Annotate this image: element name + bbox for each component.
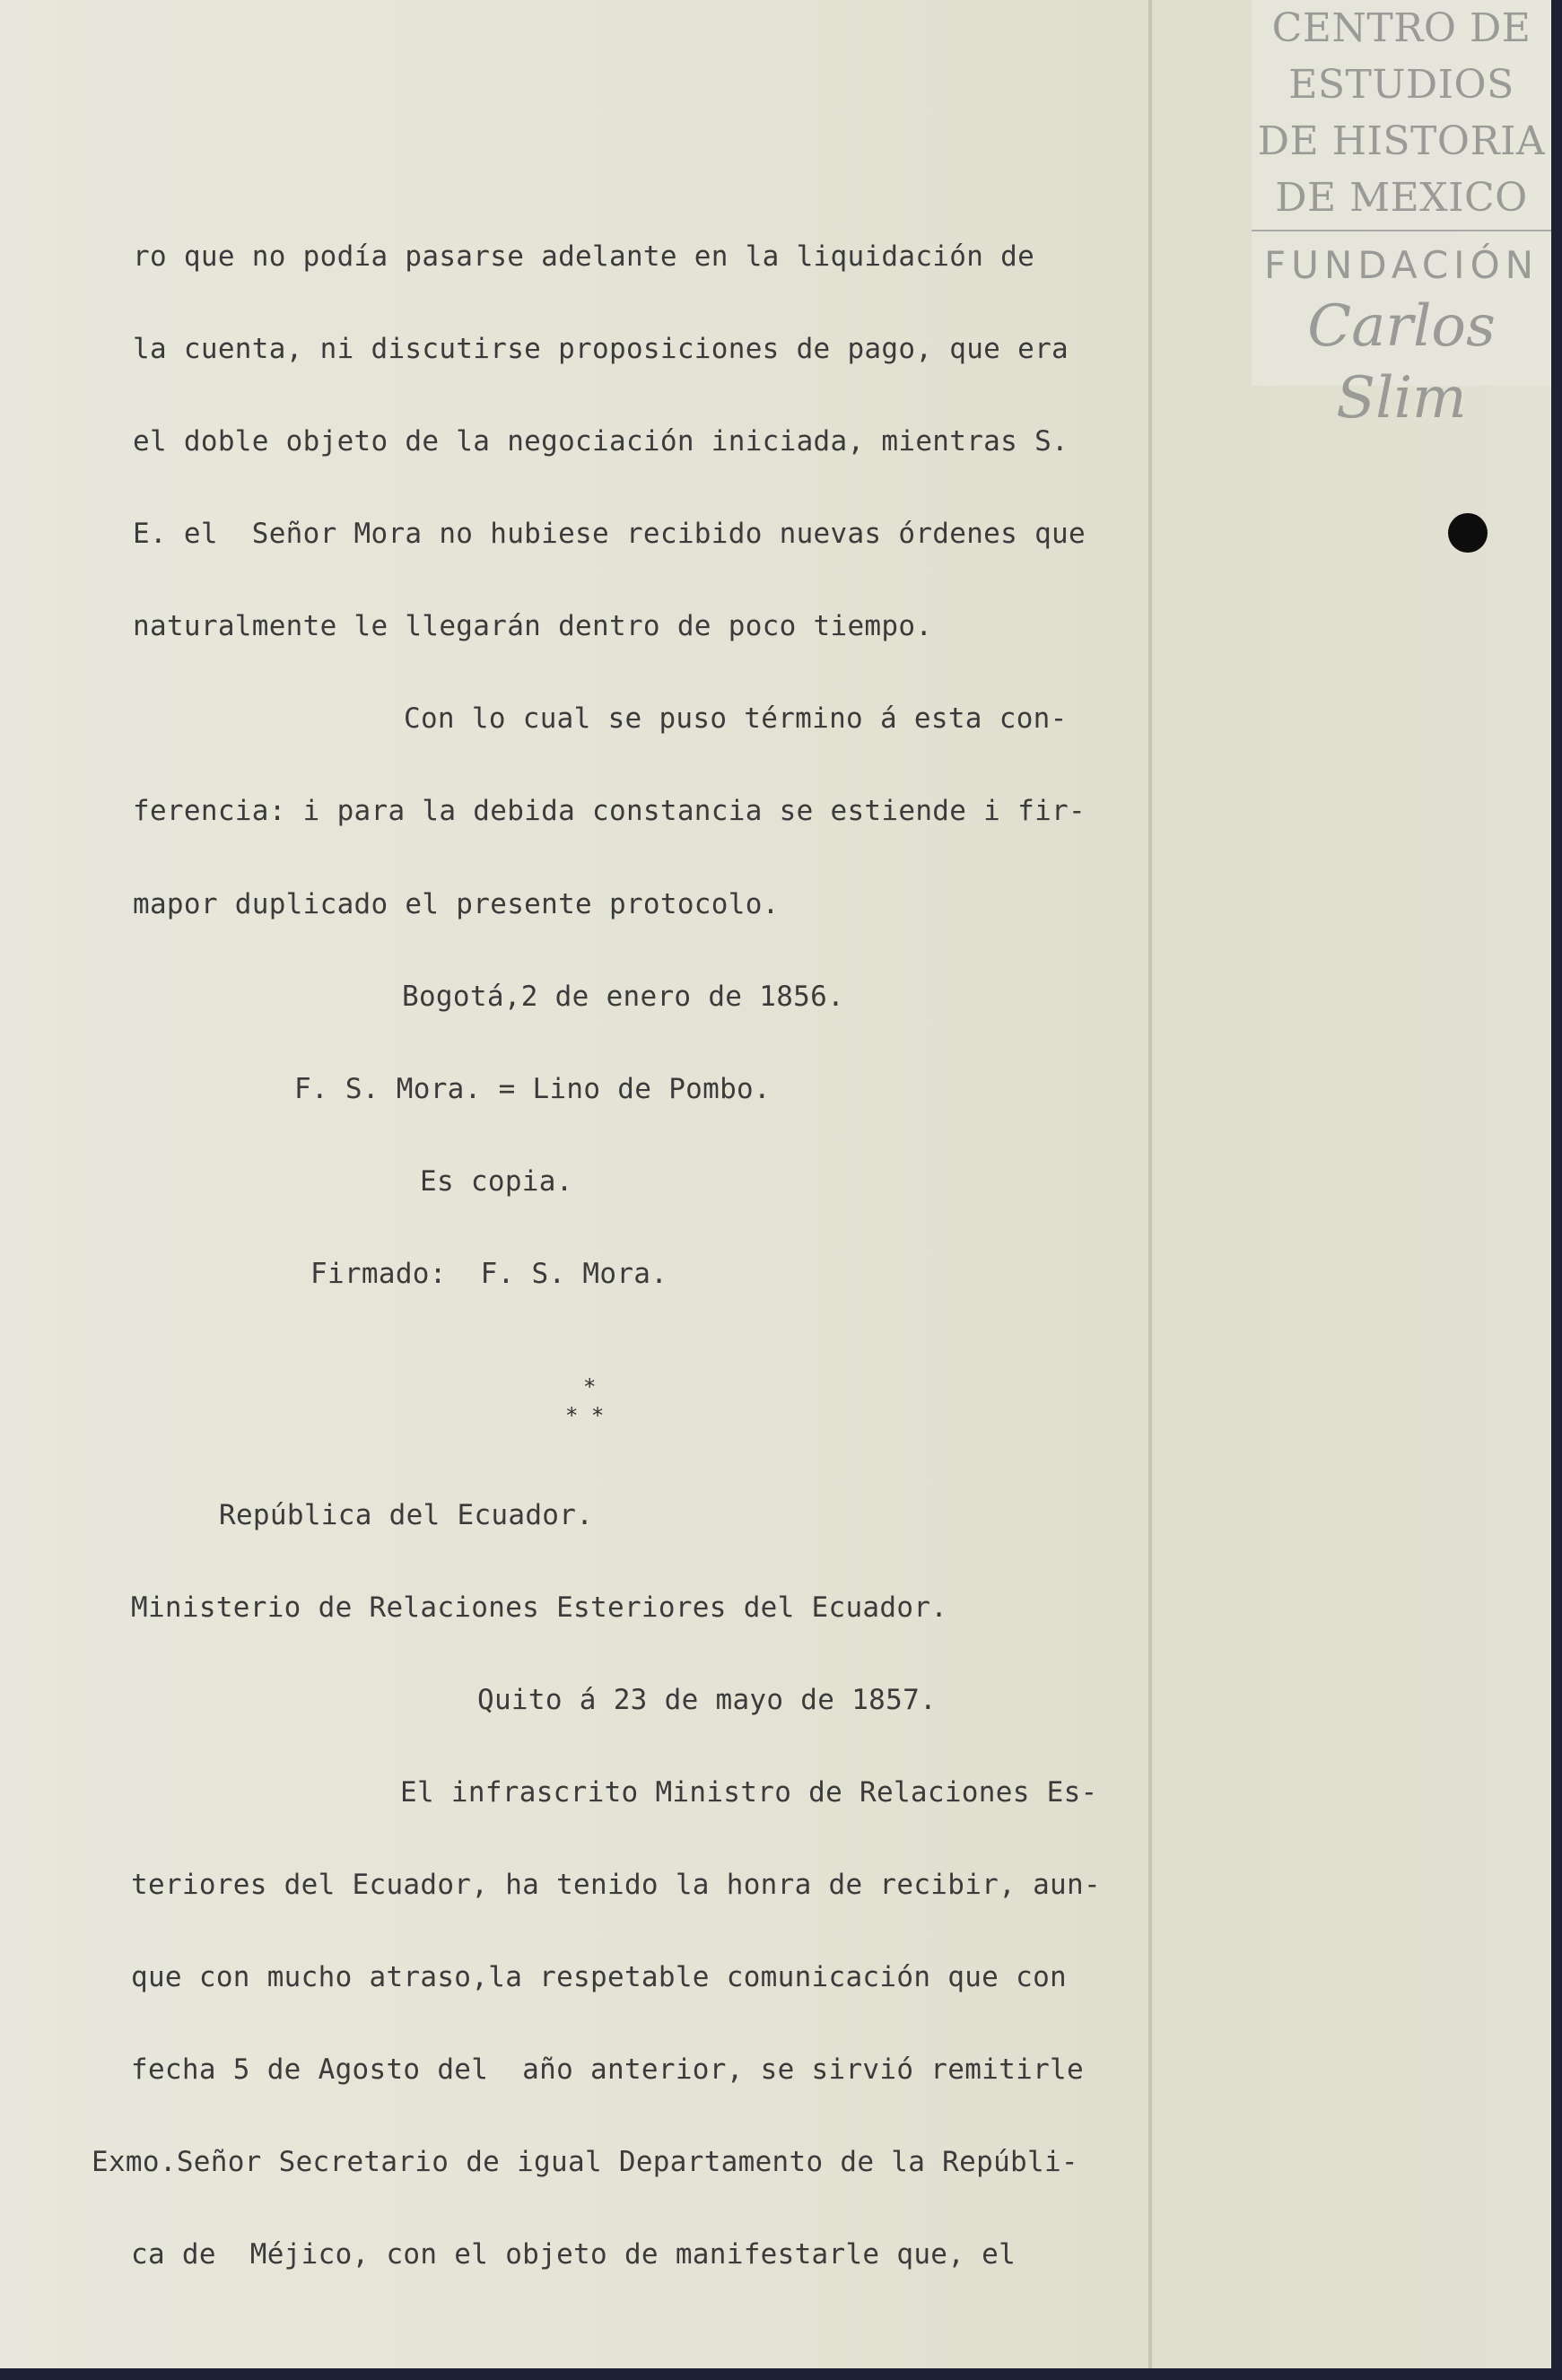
stamp-line-3: DE HISTORIA xyxy=(1257,118,1546,164)
signatures-line: F. S. Mora. = Lino de Pombo. xyxy=(294,1073,771,1105)
archive-stamp xyxy=(1252,0,1551,432)
text-line: teriores del Ecuador, ha tenido la honra de recibir, aun- xyxy=(131,1869,1101,1901)
signed-line: Firmado: F. S. Mora. xyxy=(310,1258,668,1290)
text-line: el doble objeto de la negociación iniciada, mientras S. xyxy=(133,425,1069,458)
text-line: mapor duplicado el presente protocolo. xyxy=(133,888,780,920)
separator-star-top: * xyxy=(583,1374,597,1399)
stamp-signature: Carlos Slim xyxy=(1307,293,1496,432)
heading-republic: República del Ecuador. xyxy=(219,1499,594,1531)
copy-note: Es copia. xyxy=(420,1165,573,1198)
stamp-line-1: CENTRO DE xyxy=(1271,5,1531,51)
place-date-line: Bogotá,2 de enero de 1856. xyxy=(402,981,845,1013)
stamp-line-4: DE MEXICO xyxy=(1275,175,1528,221)
stamp-divider xyxy=(1252,230,1551,231)
text-line: E. el Señor Mora no hubiese recibido nuevas órdenes que xyxy=(133,518,1086,550)
heading-ministry: Ministerio de Relaciones Esteriores del Ecuador. xyxy=(131,1591,948,1624)
text-line: El infrascrito Ministro de Relaciones Es- xyxy=(400,1776,1098,1809)
stamp-line-5: FUNDACIÓN xyxy=(1263,243,1540,287)
text-line: Exmo.Señor Secretario de igual Departamento de la Repúbli- xyxy=(92,2146,1078,2178)
page-fold xyxy=(1148,0,1152,2368)
punch-hole xyxy=(1448,513,1488,553)
place-date-line: Quito á 23 de mayo de 1857. xyxy=(477,1684,938,1716)
text-line: Con lo cual se puso término á esta con- xyxy=(404,702,1068,735)
text-line: ferencia: i para la debida constancia se estiende i fir- xyxy=(133,795,1086,827)
text-line: ca de Méjico, con el objeto de manifestarle que, el xyxy=(131,2238,1017,2271)
text-line: que con mucho atraso,la respetable comunicación que con xyxy=(131,1961,1067,1993)
text-line: fecha 5 de Agosto del año anterior, se sirvió remitirle xyxy=(131,2053,1084,2086)
text-line: la cuenta, ni discutirse proposiciones de pago, que era xyxy=(133,333,1069,365)
text-line: ro que no podía pasarse adelante en la liquidación de xyxy=(133,240,1035,273)
separator-star-bottom: * * xyxy=(565,1403,605,1428)
text-line: naturalmente le llegarán dentro de poco tiempo. xyxy=(133,610,933,642)
stamp-line-2: ESTUDIOS xyxy=(1288,62,1514,108)
